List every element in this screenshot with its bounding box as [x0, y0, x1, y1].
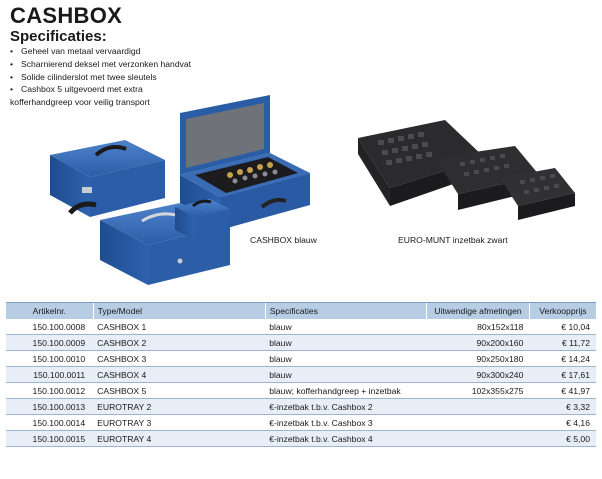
cell-afmetingen: 90x250x180 — [427, 351, 530, 367]
cell-artikelnr: 150.100.0008 — [6, 319, 93, 335]
cell-prijs: € 14,24 — [529, 351, 596, 367]
cell-spec: blauw — [265, 335, 426, 351]
cell-type: CASHBOX 4 — [93, 367, 265, 383]
cell-type: EUROTRAY 2 — [93, 399, 265, 415]
page-title: CASHBOX — [10, 3, 123, 28]
table-row — [6, 399, 596, 415]
cell-type: EUROTRAY 3 — [93, 415, 265, 431]
cell-type: CASHBOX 2 — [93, 335, 265, 351]
cell-type: CASHBOX 5 — [93, 383, 265, 399]
spec-item: • Solide cilinderslot met twee sleutels — [10, 71, 191, 84]
col-header-afmetingen: Uitwendige afmetingen — [427, 303, 530, 320]
cell-prijs: € 4,16 — [529, 415, 596, 431]
cell-spec: €-inzetbak t.b.v. Cashbox 4 — [265, 431, 426, 447]
cell-artikelnr: 150.100.0010 — [6, 351, 93, 367]
eurotray-caption: EURO-MUNT inzetbak zwart — [398, 235, 508, 245]
cashbox-photo — [30, 95, 340, 290]
table-header-row — [6, 303, 596, 320]
eurotray-photo — [350, 118, 590, 228]
cell-afmetingen — [427, 431, 530, 447]
spec-item: • Scharnierend deksel met verzonken handvat — [10, 58, 191, 71]
table-row — [6, 383, 596, 399]
table-row — [6, 319, 596, 335]
table-row — [6, 415, 596, 431]
table-row — [6, 367, 596, 383]
col-header-type: Type/Model — [93, 303, 265, 320]
cell-artikelnr: 150.100.0009 — [6, 335, 93, 351]
specs-heading: Specificaties: — [10, 28, 107, 45]
cell-spec: blauw — [265, 367, 426, 383]
cell-artikelnr: 150.100.0011 — [6, 367, 93, 383]
cell-afmetingen: 90x200x160 — [427, 335, 530, 351]
spec-item-text: Cashbox 5 uitgevoerd met extra — [21, 84, 143, 95]
cell-afmetingen: 102x355x275 — [427, 383, 530, 399]
cell-afmetingen: 80x152x118 — [427, 319, 530, 335]
cell-artikelnr: 150.100.0014 — [6, 415, 93, 431]
cell-artikelnr: 150.100.0015 — [6, 431, 93, 447]
cell-spec: blauw — [265, 319, 426, 335]
col-header-verkoopprijs: Verkoopprijs — [529, 303, 596, 320]
cell-afmetingen — [427, 415, 530, 431]
cell-type: CASHBOX 1 — [93, 319, 265, 335]
cell-artikelnr: 150.100.0012 — [6, 383, 93, 399]
cell-artikelnr: 150.100.0013 — [6, 399, 93, 415]
cell-prijs: € 10,04 — [529, 319, 596, 335]
cell-prijs: € 11,72 — [529, 335, 596, 351]
cell-type: CASHBOX 3 — [93, 351, 265, 367]
table-row — [6, 335, 596, 351]
cashbox-caption: CASHBOX blauw — [250, 235, 317, 245]
cell-prijs: € 17,61 — [529, 367, 596, 383]
cell-type: EUROTRAY 4 — [93, 431, 265, 447]
cell-spec: €-inzetbak t.b.v. Cashbox 3 — [265, 415, 426, 431]
cell-afmetingen: 90x300x240 — [427, 367, 530, 383]
table-row — [6, 351, 596, 367]
table-row — [6, 431, 596, 447]
cell-prijs: € 5,00 — [529, 431, 596, 447]
cell-spec: blauw — [265, 351, 426, 367]
cell-prijs: € 41,97 — [529, 383, 596, 399]
cell-spec: €-inzetbak t.b.v. Cashbox 2 — [265, 399, 426, 415]
cell-afmetingen — [427, 399, 530, 415]
cell-spec: blauw; kofferhandgreep + inzetbak — [265, 383, 426, 399]
spec-item: • Geheel van metaal vervaardigd — [10, 45, 191, 58]
price-table — [6, 302, 596, 447]
col-header-artikelnr: Artikelnr. — [6, 303, 93, 320]
spec-item-continuation: kofferhandgreep voor veilig transport — [10, 97, 150, 108]
col-header-specificaties: Specificaties — [265, 303, 426, 320]
cell-prijs: € 3,32 — [529, 399, 596, 415]
